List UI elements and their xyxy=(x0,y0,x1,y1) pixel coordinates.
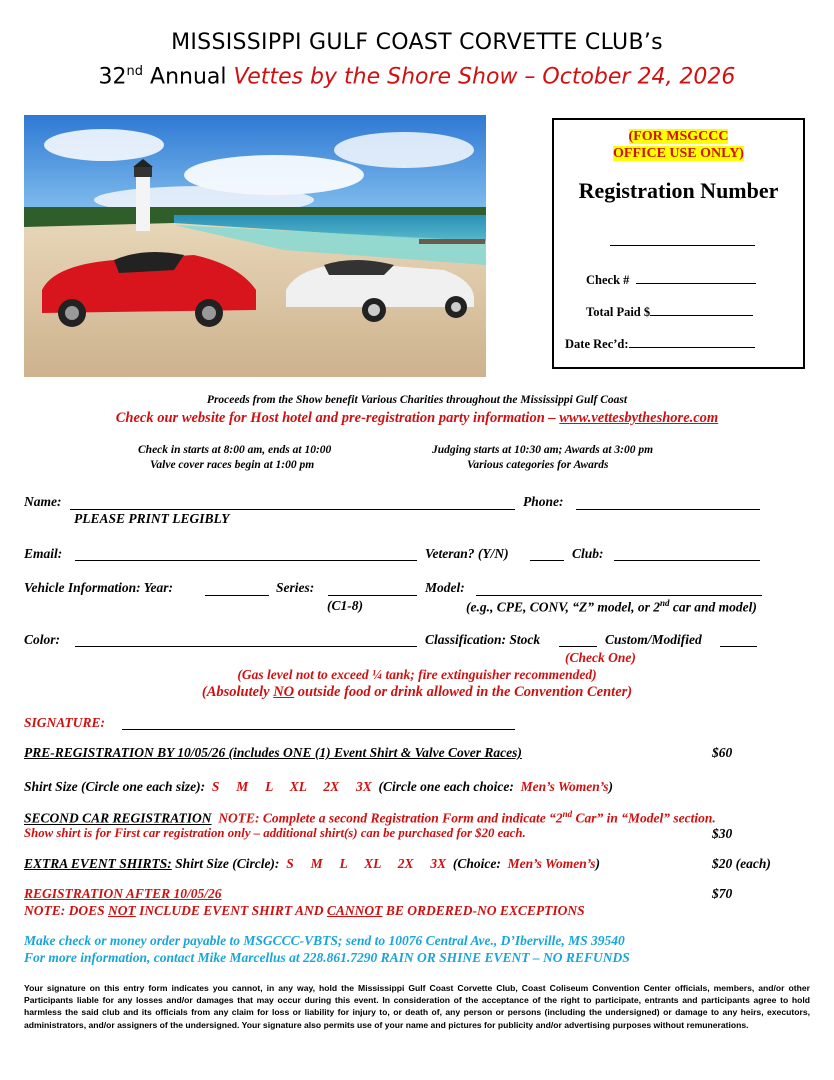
print-legibly-note: PLEASE PRINT LEGIBLY xyxy=(74,511,230,526)
extra-shirt-style-options[interactable]: Men’s Women’s xyxy=(507,856,596,871)
stock-checkbox-line[interactable] xyxy=(559,646,597,647)
corvette-beach-photo xyxy=(24,115,486,377)
shirt-size-row: Shirt Size (Circle one each size): S M L XL 2X 3X (Circle one each choice: Men’s Women’s) xyxy=(24,779,613,794)
judging-time: Judging starts at 10:30 am; Awards at 3:00 pm xyxy=(432,444,654,456)
extra-shirts-row: EXTRA EVENT SHIRTS: Shirt Size (Circle): S M L XL 2X 3X (Choice: Men’s Women’s) xyxy=(24,856,600,871)
club-title: MISSISSIPPI GULF COAST CORVETTE CLUB’s xyxy=(171,30,663,55)
late-registration-note: NOTE: DOES NOT INCLUDE EVENT SHIRT AND CANNOT BE ORDERED-NO EXCEPTIONS xyxy=(24,903,585,918)
color-field[interactable] xyxy=(75,646,417,647)
ordinal-suffix: nd xyxy=(126,64,144,79)
veteran-label: Veteran? (Y/N) xyxy=(425,546,509,561)
veteran-field[interactable] xyxy=(530,560,564,561)
checkin-time: Check in starts at 8:00 am, ends at 10:00 xyxy=(138,444,332,456)
phone-label: Phone: xyxy=(523,494,564,509)
club-field[interactable] xyxy=(614,560,760,561)
registration-number-title: Registration Number xyxy=(578,178,779,203)
second-car-price: $30 xyxy=(712,826,733,841)
vehicle-year-label: Vehicle Information: Year: xyxy=(24,580,174,595)
payment-instructions: Make check or money order payable to MSGCCC-VBTS; send to 10076 Central Ave., D’Iberville, MS 39540 xyxy=(24,933,625,948)
email-label: Email: xyxy=(24,546,63,561)
proceeds-note: Proceeds from the Show benefit Various Charities throughout the Mississippi Gulf Coast xyxy=(206,394,628,406)
name-label: Name: xyxy=(24,494,62,509)
signature-label: SIGNATURE: xyxy=(24,715,106,730)
check-one-note: (Check One) xyxy=(565,650,636,665)
check-number-field[interactable]: Check # xyxy=(586,271,756,288)
series-field[interactable] xyxy=(328,595,417,596)
custom-modified-label: Custom/Modified xyxy=(605,632,702,647)
gas-note: (Gas level not to exceed ¼ tank; fire extinguisher recommended) xyxy=(237,667,597,682)
second-car-shirt-note: Show shirt is for First car registration only – additional shirt(s) can be purchased for $20 each. xyxy=(24,826,526,840)
second-car-row: SECOND CAR REGISTRATION NOTE: Complete a second Registration Form and indicate “2nd Car” in “Model” section. xyxy=(24,809,716,826)
shirt-size-options[interactable]: S M L XL 2X 3X xyxy=(211,779,372,794)
prereg-title: PRE-REGISTRATION BY 10/05/26 (includes ONE (1) Event Shirt & Valve Cover Races) xyxy=(24,745,522,760)
model-hint: (e.g., CPE, CONV, “Z” model, or 2nd car and model) xyxy=(466,598,757,615)
office-use-box xyxy=(552,118,805,369)
show-title xyxy=(0,64,834,89)
year-field[interactable] xyxy=(205,595,269,596)
contact-info: For more information, contact Mike Marcellus at 228.861.7290 RAIN OR SHINE EVENT – NO REFUNDS xyxy=(24,950,630,965)
valve-race-time: Valve cover races begin at 1:00 pm xyxy=(150,459,315,471)
custom-checkbox-line[interactable] xyxy=(720,646,757,647)
late-registration-title: REGISTRATION AFTER 10/05/26 xyxy=(24,886,222,901)
late-registration-price: $70 xyxy=(712,886,733,901)
phone-field[interactable] xyxy=(576,509,760,510)
website-note: Check our website for Host hotel and pre-registration party information – www.vettesbytheshore.com xyxy=(115,410,719,426)
name-field[interactable] xyxy=(70,509,515,510)
food-note: (Absolutely NO outside food or drink allowed in the Convention Center) xyxy=(201,684,633,700)
total-paid-field[interactable]: Total Paid $ xyxy=(586,303,753,320)
extra-shirt-price: $20 (each) xyxy=(712,856,771,871)
ordinal: 32 xyxy=(98,64,127,90)
website-link[interactable]: www.vettesbytheshore.com xyxy=(559,410,719,426)
email-field[interactable] xyxy=(75,560,417,561)
signature-field[interactable] xyxy=(122,729,515,730)
date-received-field[interactable]: Date Rec’d: xyxy=(565,335,755,352)
classification-stock-label: Classification: Stock xyxy=(425,632,541,647)
registration-number-line xyxy=(610,245,755,246)
office-use-label: (FOR MSGCCC OFFICE USE ONLY) xyxy=(613,129,744,161)
series-label: Series: xyxy=(276,580,315,595)
extra-shirt-size-options[interactable]: S M L XL 2X 3X xyxy=(286,856,447,871)
model-field[interactable] xyxy=(476,595,762,596)
color-label: Color: xyxy=(24,632,61,647)
prereg-price: $60 xyxy=(712,745,733,760)
show-name: Vettes by the Shore Show – October 24, 2026 xyxy=(233,64,736,90)
liability-waiver: Your signature on this entry form indicates you cannot, in any way, hold the Mississippi Gulf Coast Corvette Club, Coast Coliseum Convention Center officials, members, and/or other Participants liable for any losses and/or damages that may occur during this event. In consideration of the acceptance of the right to participate, entrants and participants agree to hold harmless the said club and its officials from any claim for loss or liability for injury to, or death of, any person or persons (including the undersigned) or damage to any heirs, executors, administrators, and/or assigners of the undersigned. Your signature also permits use of your name and pictures for publicity and/or advertising purposes without remunerations. xyxy=(24,983,810,1030)
series-hint: (C1-8) xyxy=(327,598,363,613)
model-label: Model: xyxy=(425,580,465,595)
annual-text: Annual xyxy=(143,64,234,90)
award-categories: Various categories for Awards xyxy=(467,459,609,471)
shirt-style-options[interactable]: Men’s Women’s xyxy=(520,779,609,794)
club-label: Club: xyxy=(572,546,604,561)
